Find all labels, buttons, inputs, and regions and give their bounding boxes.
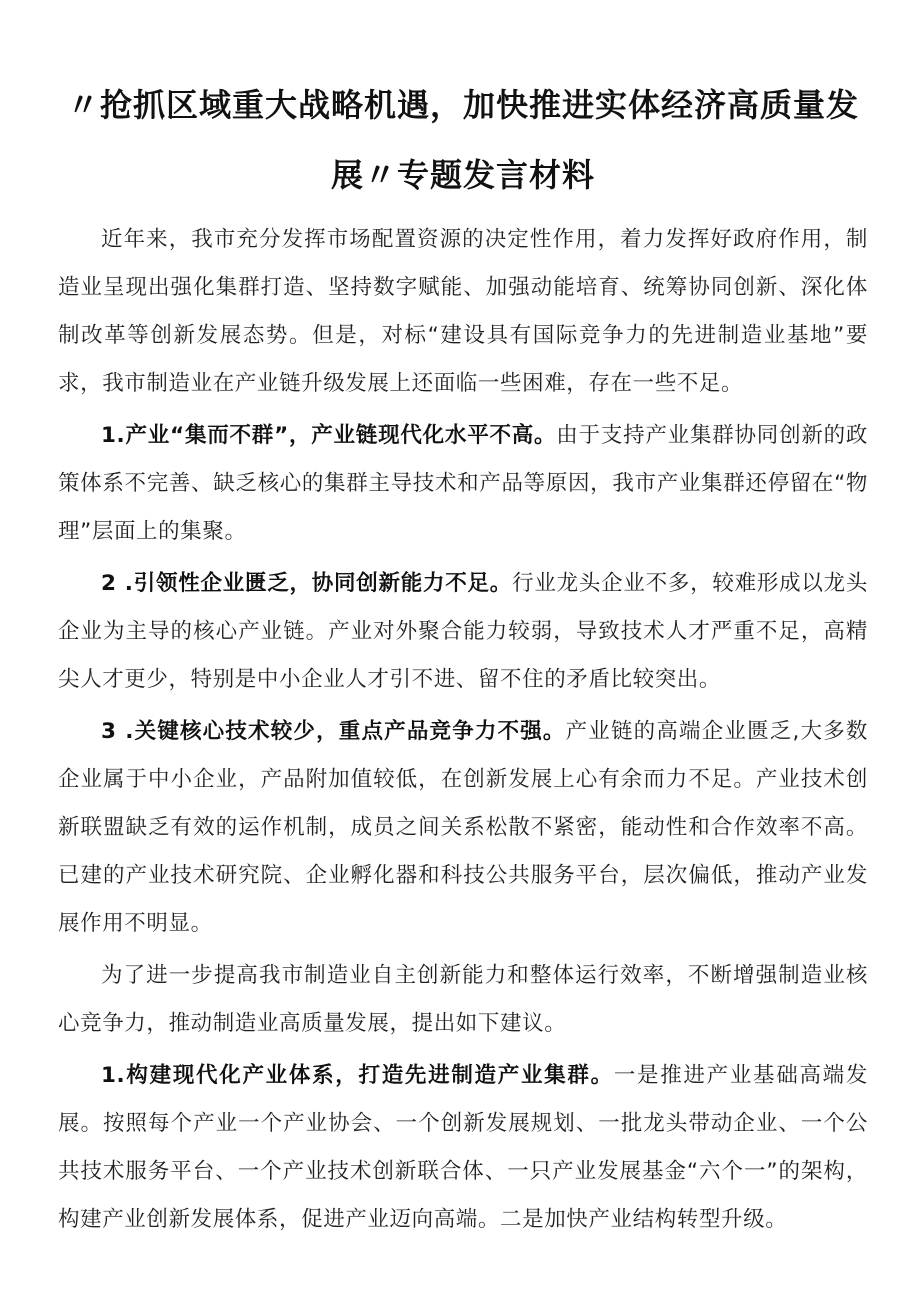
paragraph-heading: 3 .关键核心技术较少，重点产品竞争力不强。: [101, 719, 566, 744]
paragraph-text: 行业龙头企业不多，较难形成以龙头企业为主导的核心产业链。产业对外聚合能力较弱，导致技术人才严重不足，高精尖人才更少，特别是中小企业人才引不进、留不住的矛盾比较突出。: [58, 571, 868, 692]
paragraph-heading: 1.构建现代化产业体系，打造先进制造产业集群。: [101, 1063, 614, 1088]
paragraph-suggestion-intro: [58, 952, 868, 1048]
paragraph-intro: [58, 216, 868, 408]
paragraph-heading: 1.产业“集而不群”，产业链现代化水平不高。: [101, 423, 557, 448]
paragraph-text: 产业链的高端企业匮乏,大多数企业属于中小企业，产品附加值较低，在创新发展上心有余而力不足。产业技术创新联盟缺乏有效的运作机制，成员之间关系松散不紧密，能动性和合作效率不高。已建的产业技术研究院、企业孵化器和科技公共服务平台，层次偏低，推动产业发展作用不明显。: [58, 719, 868, 936]
paragraph-issue-1: [58, 412, 868, 556]
paragraph-issue-2: [58, 560, 868, 704]
paragraph-text: 近年来，我市充分发挥市场配置资源的决定性作用，着力发挥好政府作用，制造业呈现出强化集群打造、坚持数字赋能、加强动能培育、统筹协同创新、深化体制改革等创新发展态势。但是，对标“建设具有国际竞争力的先进制造业基地”要求，我市制造业在产业链升级发展上还面临一些困难，存在一些不足。: [58, 227, 868, 396]
paragraph-suggestion-1: [58, 1052, 868, 1244]
paragraph-text: 为了进一步提高我市制造业自主创新能力和整体运行效率，不断增强制造业核心竞争力，推动制造业高质量发展，提出如下建议。: [58, 963, 868, 1036]
paragraph-heading: 2 .引领性企业匮乏，协同创新能力不足。: [101, 571, 513, 596]
paragraph-text: 由于支持产业集群协同创新的政策体系不完善、缺乏核心的集群主导技术和产品等原因，我市产业集群还停留在“物理”层面上的集聚。: [58, 423, 868, 544]
document-title: 〃抢抓区域重大战略机遇，加快推进实体经济高质量发展〃专题发言材料: [66, 86, 859, 194]
paragraph-text: 一是推进产业基础高端发展。按照每个产业一个产业协会、一个创新发展规划、一批龙头带动企业、一个公共技术服务平台、一个产业技术创新联合体、一只产业发展基金“六个一”的架构，构建产业创新发展体系，促进产业迈向高端。二是加快产业结构转型升级。: [58, 1063, 868, 1232]
paragraph-issue-3: [58, 708, 868, 948]
